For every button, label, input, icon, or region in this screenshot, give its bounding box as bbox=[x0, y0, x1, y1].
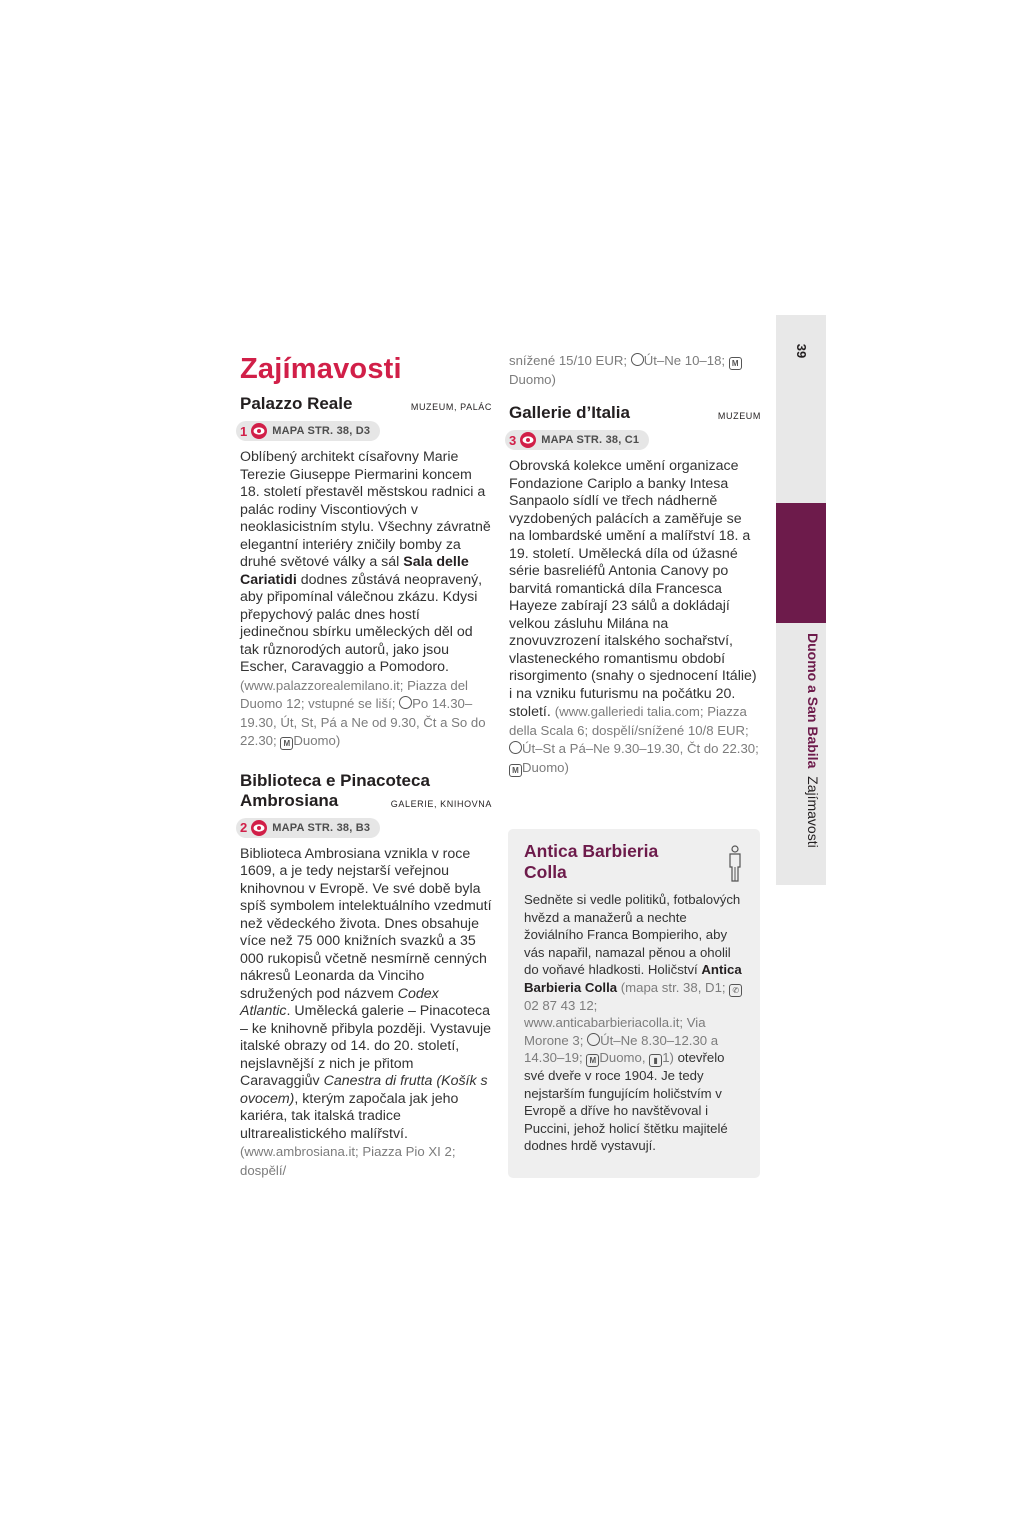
tram-icon: ▮ bbox=[649, 1054, 662, 1067]
entry-type: MUZEUM bbox=[717, 411, 761, 421]
entry-number: 3 bbox=[509, 432, 517, 448]
metro-stop: Duomo) bbox=[509, 371, 556, 387]
running-head-section: Zajímavosti bbox=[805, 776, 821, 848]
entry-title: Palazzo Reale bbox=[240, 394, 353, 413]
clock-icon bbox=[399, 696, 412, 709]
metro-stop: Duomo, bbox=[599, 1050, 646, 1065]
practical-info bbox=[509, 353, 742, 387]
eye-icon bbox=[250, 422, 268, 440]
sidebar-box bbox=[508, 829, 760, 1178]
metro-stop: Duomo) bbox=[293, 733, 341, 748]
body-text: Oblíbený architekt císařovny Marie Terezie Giuseppe Piermarini koncem 18. století přestavěl městskou radnici a palác rodiny Viscontiových v neoklasicistním stylu. Všechny závratně elegantní interiéry zničily bomby za druhé světové války a sál bbox=[240, 449, 491, 570]
entry-gallerie-italia bbox=[509, 403, 761, 777]
entry-title-line1: Biblioteca e Pinacoteca bbox=[240, 770, 430, 790]
clock-icon bbox=[587, 1033, 600, 1046]
entry-continuation bbox=[509, 352, 761, 389]
info-text: (mapa str. 38, D1; bbox=[620, 979, 726, 995]
hours-text: Út–Ne 10–18; bbox=[643, 353, 726, 368]
hours-text: Po 14.30–19.30, Út, St, Pá a Ne od 9.30, Čt a So do 22.30; bbox=[240, 696, 486, 748]
map-reference[interactable] bbox=[236, 818, 380, 838]
body-text: . Umělecká galerie – Pinacoteca – ke knihovně přibyla později. Vystavuje italské obrazy od 14. do 20. století, nejslavnější z nich je přitom Caravaggiův bbox=[240, 1003, 492, 1089]
body-text: Biblioteca Ambrosiana vznikla v roce 1609, a je tedy nejstarší veřejnou knihovnou v Evropě. Ve své době byla spíš symbolem intelektuálního vzedmutí než vědeckého života. Dnes obsahuje více než 75 000 knižních svazků a 35 000 rukopisů včetně nesmírně cenných nákresů Leonarda da Vinciho sdružených pod názvem bbox=[240, 845, 492, 1002]
info-text: (www.palazzorealemilano.it; Piazza del Duomo 12; vstupné se liší; bbox=[240, 677, 468, 711]
entry-body bbox=[509, 458, 761, 777]
chapter-tab bbox=[776, 503, 826, 623]
body-text: Sedněte si vedle politiků, fotbalových hvězd a manažerů a nechte žoviálního Franca Bompieriho, aby vás napařil, namazal pěnou a oholil do voňavé hladkosti. Holičství bbox=[524, 892, 741, 977]
map-ref-text: MAPA STR. 38, C1 bbox=[541, 434, 640, 446]
section-title: Zajímavosti bbox=[240, 353, 402, 385]
highlight-name: Sala delle Cariatidi bbox=[240, 554, 469, 588]
entry-body bbox=[240, 846, 492, 1181]
body-text: Obrovská kolekce umění organizace Fondazione Cariplo a banky Intesa Sanpaolo sídlí ve třech nádherně vyzdobených palácích a zaměřuje se na lombardské umění a malířství 18. a 19. století. Umělecká díla od úžasné série basreliéfů Antonia Canovy po barvitá romantická díla Francesca Hayeze zabírají 23 sálů a dokládají velkou zásluhu Milána na znovuvzrození italského sochařství, vlasteneckého romantismu období risorgimento (snahy o sjednocení Itálie) i na vzniku futurismu na počátku 20. století. bbox=[509, 458, 757, 720]
contact-text: 02 87 43 12; www.anticabarbieriacolla.it; Via Morone 3; bbox=[524, 997, 706, 1048]
entry-type: GALERIE, KNIHOVNA bbox=[390, 798, 492, 809]
italic-title: Canestra di frutta (Košík s ovocem) bbox=[240, 1073, 488, 1107]
entry-number: 1 bbox=[240, 423, 248, 439]
box-body bbox=[524, 891, 744, 1155]
right-column bbox=[509, 352, 761, 777]
entry-type: MUZEUM, PALÁC bbox=[410, 402, 492, 412]
entry-ambrosiana bbox=[240, 771, 492, 1181]
tram-line: 1) bbox=[662, 1050, 674, 1065]
eye-icon bbox=[519, 431, 537, 449]
running-head bbox=[803, 633, 823, 893]
entry-title: Gallerie d’Italia bbox=[509, 403, 630, 422]
left-column bbox=[240, 350, 492, 1180]
clock-icon bbox=[509, 741, 522, 754]
metro-icon: M bbox=[586, 1054, 599, 1067]
body-text: otevřelo své dveře v roce 1904. Je tedy nejstarším fungujícím holičstvím v Evropě a dříve ho navštěvoval i Puccini, jehož holicí štětku majitelé dodnes hrdě vystavují. bbox=[524, 1050, 728, 1153]
page-number: 39 bbox=[794, 343, 809, 359]
body-text: , kterým započala jak jeho kariéra, tak italská tradice ultrarealistického malířství. bbox=[240, 1090, 459, 1142]
running-head-chapter: Duomo a San Babila bbox=[805, 633, 821, 769]
body-text: dodnes zůstává neopravený, aby připomínal válečnou zkázu. Kdysi přepychový palác dnes hostí jedinečnou sbírku uměleckých děl od tak různorodých autorů, jako jsou Escher, Caravaggio a Pomodoro. bbox=[240, 571, 483, 675]
practical-info bbox=[240, 678, 486, 749]
metro-icon: M bbox=[729, 357, 742, 370]
clock-icon bbox=[631, 353, 644, 366]
map-ref-text: MAPA STR. 38, D3 bbox=[272, 425, 371, 437]
hours-text: Út–Ne 8.30–12.30 a 14.30–19; bbox=[524, 1032, 719, 1065]
entry-palazzo-reale bbox=[240, 394, 492, 751]
entry-title-line2: Ambrosiana bbox=[240, 790, 339, 810]
box-title: Antica Barbieria Colla bbox=[524, 841, 659, 882]
entry-number: 2 bbox=[240, 820, 248, 835]
highlight-name: Antica Barbieria Colla bbox=[524, 962, 742, 995]
map-reference[interactable] bbox=[505, 430, 649, 450]
map-ref-text: MAPA STR. 38, B3 bbox=[272, 821, 371, 834]
metro-icon: M bbox=[509, 764, 522, 777]
metro-icon: M bbox=[280, 737, 293, 750]
entry-body bbox=[240, 449, 492, 751]
info-text: (www.ambrosiana.it; Piazza Pio XI 2; dospělí/ bbox=[240, 1144, 456, 1178]
map-reference[interactable] bbox=[236, 421, 380, 441]
info-text: (www.galleriedi talia.com; Piazza della Scala 6; dospělí/snížené 10/8 EUR; bbox=[509, 704, 749, 738]
eye-icon bbox=[250, 819, 268, 837]
phone-icon: ✆ bbox=[729, 984, 742, 997]
metro-stop: Duomo) bbox=[522, 759, 569, 775]
info-text: snížené 15/10 EUR; bbox=[509, 353, 628, 368]
italic-title: Codex Atlantic bbox=[240, 985, 439, 1019]
hours-text: Út–St a Pá–Ne 9.30–19.30, Čt do 22.30; bbox=[522, 741, 759, 756]
